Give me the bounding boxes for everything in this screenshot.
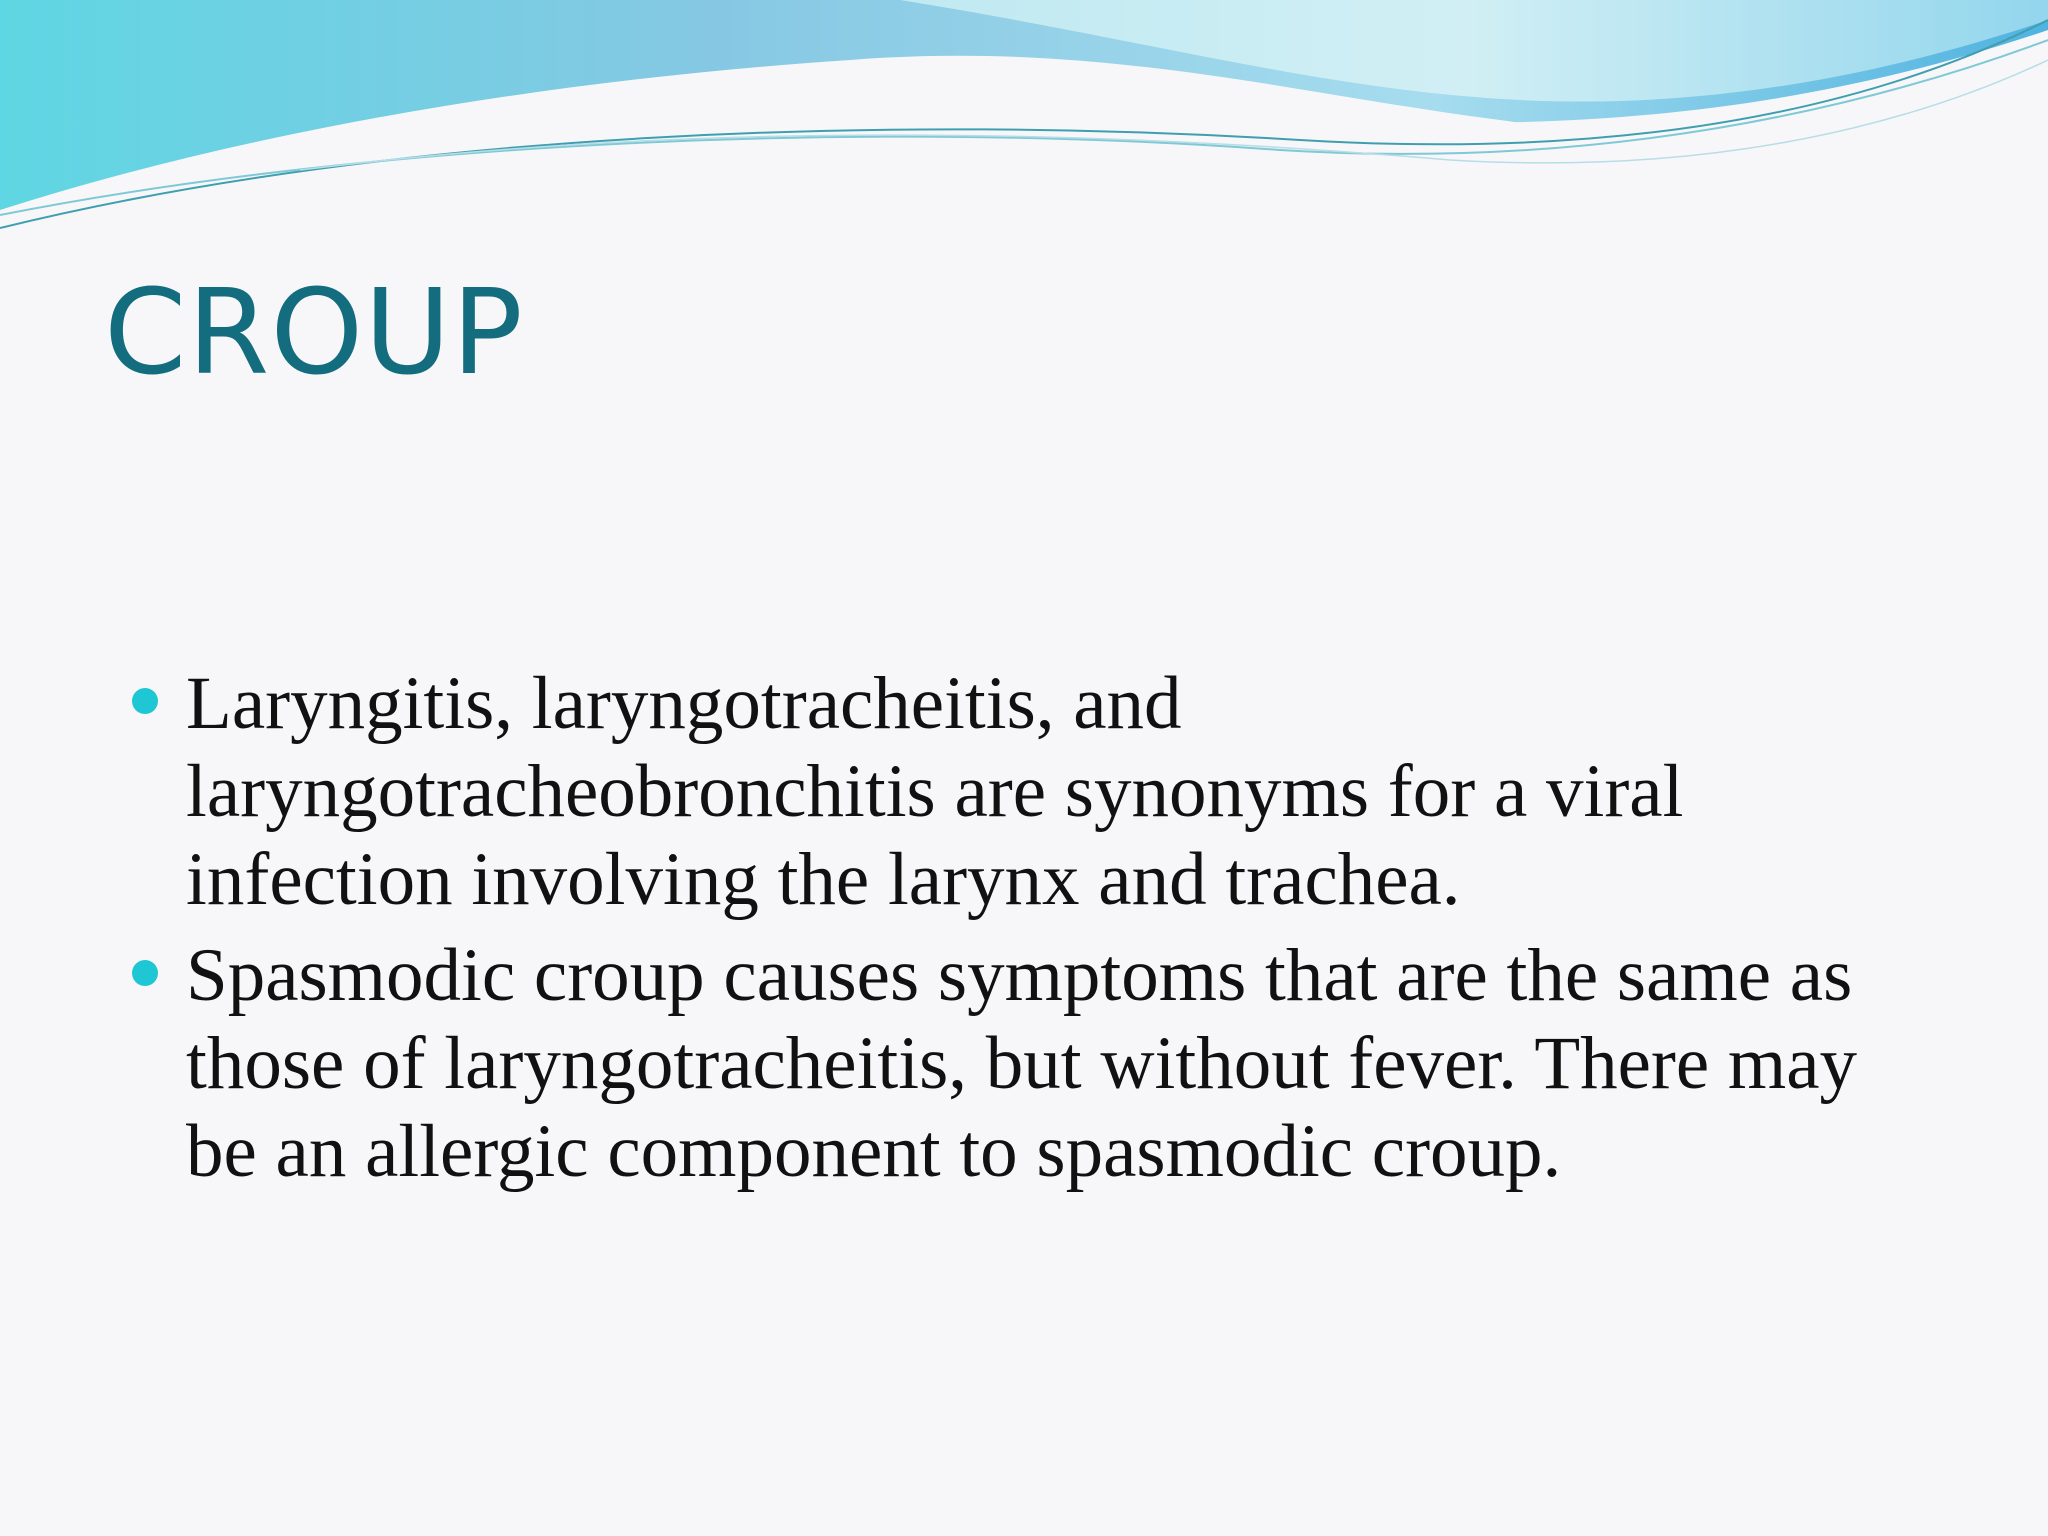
- bullet-text: Laryngitis, laryngotracheitis, and laryngotracheobronchitis are synonyms for a viral infection involving the larynx and trachea.: [186, 662, 1684, 921]
- bullet-item: [126, 932, 1926, 1196]
- bullet-dot-icon: [132, 960, 158, 986]
- bullet-text: Spasmodic croup causes symptoms that are the same as those of laryngotracheitis, but without fever. There may be an allergic component to spasmodic croup.: [186, 934, 1858, 1193]
- bullet-dot-icon: [132, 688, 158, 714]
- header-wave-decoration: [0, 0, 2048, 260]
- bullet-list: [126, 660, 1926, 1196]
- slide-title: CROUP: [104, 263, 524, 401]
- bullet-item: [126, 660, 1926, 924]
